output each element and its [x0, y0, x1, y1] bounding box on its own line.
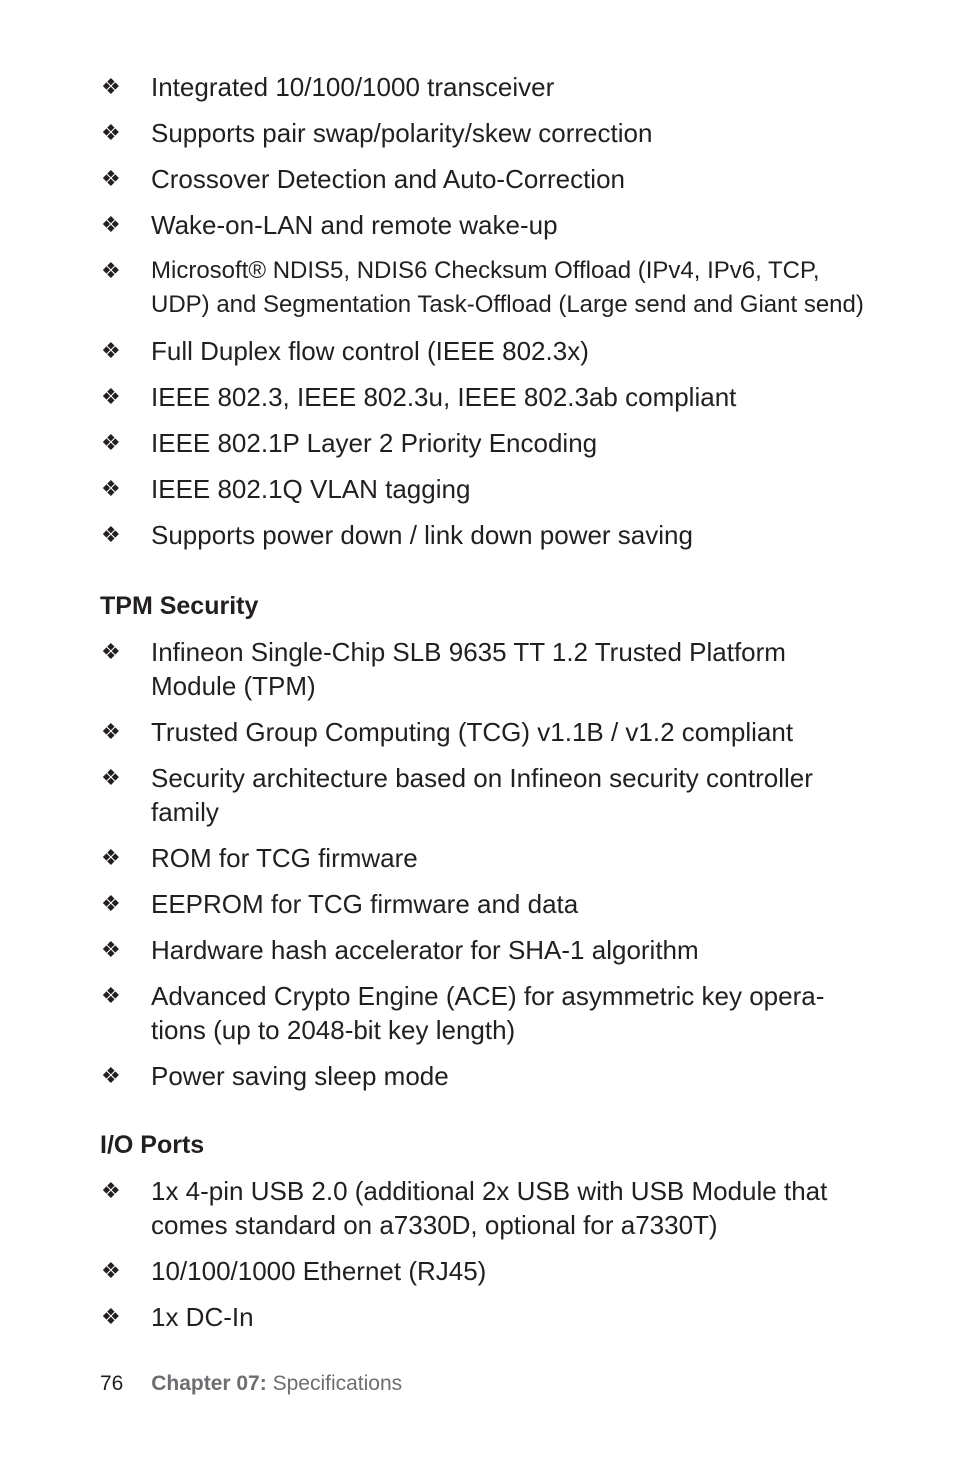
list-item-text: Full Duplex flow control (IEEE 802.3x) — [151, 336, 589, 366]
list-item-text: Security architecture based on Infineon security controller family — [151, 763, 813, 827]
chapter-label: Chapter 07: — [151, 1372, 267, 1395]
list-item-text: 10/100/1000 Ethernet (RJ45) — [151, 1256, 487, 1286]
list-item — [101, 887, 851, 921]
diamond-bullet-icon: ❖ — [101, 1063, 121, 1088]
diamond-bullet-icon: ❖ — [101, 74, 121, 99]
list-item — [101, 254, 871, 322]
diamond-bullet-icon: ❖ — [101, 891, 121, 916]
list-item-text: IEEE 802.1P Layer 2 Priority Encoding — [151, 428, 598, 458]
list-item-text: Microsoft® NDIS5, NDIS6 Checksum Offload (IPv4, IPv6, TCP, UDP) and Segmentation Task-Offload (Large send and Giant send) — [151, 257, 864, 318]
list-item-text: 1x 4-pin USB 2.0 (additional 2x USB with USB Module that comes standard on a7330D, optional for a7330T) — [151, 1176, 828, 1240]
list-item-text: EEPROM for TCG firmware and data — [151, 889, 579, 919]
list-item — [101, 761, 851, 829]
diamond-bullet-icon: ❖ — [101, 120, 121, 145]
list-item-text: ROM for TCG firmware — [151, 843, 418, 873]
list-item-text: Hardware hash accelerator for SHA-1 algorithm — [151, 935, 699, 965]
list-item-text: IEEE 802.1Q VLAN tagging — [151, 474, 471, 504]
list-item — [101, 426, 851, 460]
list-item-text: Crossover Detection and Auto-Correction — [151, 164, 626, 194]
diamond-bullet-icon: ❖ — [101, 338, 121, 363]
list-item-text: Power saving sleep mode — [151, 1061, 449, 1091]
list-item-text: IEEE 802.3, IEEE 802.3u, IEEE 802.3ab compliant — [151, 382, 737, 412]
list-item — [101, 933, 851, 967]
list-item-text: Supports pair swap/polarity/skew correction — [151, 118, 653, 148]
chapter-title: Specifications — [272, 1372, 403, 1395]
list-item — [101, 162, 851, 196]
diamond-bullet-icon: ❖ — [101, 983, 121, 1008]
diamond-bullet-icon: ❖ — [101, 212, 121, 237]
diamond-bullet-icon: ❖ — [101, 937, 121, 962]
list-item — [101, 1254, 851, 1288]
list-item — [101, 1059, 851, 1093]
list-item-text: Advanced Crypto Engine (ACE) for asymmetric key opera-tions (up to 2048-bit key length) — [151, 981, 825, 1045]
network-feature-list — [101, 70, 871, 552]
diamond-bullet-icon: ❖ — [101, 166, 121, 191]
list-item — [101, 979, 851, 1047]
diamond-bullet-icon: ❖ — [101, 1304, 121, 1329]
list-item — [101, 334, 851, 368]
list-item — [101, 635, 851, 703]
diamond-bullet-icon: ❖ — [101, 639, 121, 664]
list-item — [101, 472, 851, 506]
list-item — [101, 380, 851, 414]
page-number: 76 — [100, 1372, 124, 1395]
page-footer — [100, 1370, 402, 1398]
diamond-bullet-icon: ❖ — [101, 1178, 121, 1203]
list-item — [101, 1174, 851, 1242]
list-item — [101, 116, 851, 150]
list-item — [101, 715, 851, 749]
diamond-bullet-icon: ❖ — [101, 845, 121, 870]
diamond-bullet-icon: ❖ — [101, 430, 121, 455]
list-item-text: Supports power down / link down power saving — [151, 520, 693, 550]
tpm-feature-list — [101, 635, 851, 1093]
diamond-bullet-icon: ❖ — [101, 476, 121, 501]
diamond-bullet-icon: ❖ — [101, 719, 121, 744]
diamond-bullet-icon: ❖ — [101, 765, 121, 790]
list-item — [101, 70, 851, 104]
diamond-bullet-icon: ❖ — [101, 1258, 121, 1283]
io-ports-list — [101, 1174, 851, 1334]
diamond-bullet-icon: ❖ — [101, 258, 121, 283]
list-item-text: Trusted Group Computing (TCG) v1.1B / v1.2 compliant — [151, 717, 794, 747]
list-item-text: Infineon Single-Chip SLB 9635 TT 1.2 Trusted Platform Module (TPM) — [151, 637, 786, 701]
list-item — [101, 518, 851, 552]
diamond-bullet-icon: ❖ — [101, 384, 121, 409]
list-item-text: Wake-on-LAN and remote wake-up — [151, 210, 558, 240]
list-item-text: 1x DC-In — [151, 1302, 254, 1332]
list-item-text: Integrated 10/100/1000 transceiver — [151, 72, 555, 102]
section-heading-tpm-security: TPM Security — [100, 592, 259, 620]
list-item — [101, 208, 851, 242]
section-heading-io-ports: I/O Ports — [100, 1131, 205, 1159]
list-item — [101, 841, 851, 875]
diamond-bullet-icon: ❖ — [101, 522, 121, 547]
list-item — [101, 1300, 851, 1334]
